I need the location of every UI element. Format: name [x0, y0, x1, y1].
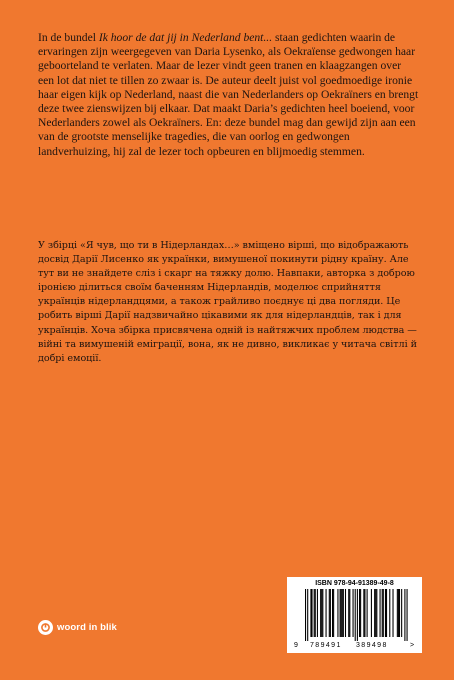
barcode-bar — [345, 589, 346, 637]
dutch-description — [38, 31, 420, 159]
barcode-bar — [310, 589, 311, 637]
barcode-bar — [364, 589, 365, 637]
barcode-bar — [332, 589, 333, 637]
publisher-logo-icon — [38, 620, 53, 635]
barcode-bar — [314, 589, 315, 637]
barcode-bar — [392, 589, 393, 637]
barcode-bar — [386, 589, 387, 637]
barcode-bar — [382, 589, 383, 637]
barcode-bar — [383, 589, 384, 637]
barcode-bar — [367, 589, 368, 637]
barcode-bar — [322, 589, 323, 637]
barcode-image — [293, 589, 417, 649]
barcode-bar — [371, 589, 372, 637]
barcode-bar — [341, 589, 342, 637]
barcode-bar — [380, 589, 381, 637]
barcode-bar — [360, 589, 361, 637]
barcode-bar — [348, 589, 349, 637]
dutch-body: staan gedichten waarin de ervaringen zijn weergegeven van Daria Lysenko, als Oekraïense gedwongen haar geboorteland te verlaten. Maar de lezer vindt geen tranen en klaagzangen over een lot dat niet te tillen zo zwaar is. De auteur deelt juist vol goedmoedige ironie haar eigen kijk op Nederland, naast die van Nederlanders op Oekraïners en brengt deze twee zienswijzen bij elkaar. Dat maakt Daria’s gedichten heel boeiend, voor Nederlanders zowel als Oekraïners. En: deze bundel mag dan gewijd zijn aan een van de grootste menselijke tragedies, die van oorlog en gedwongen landverhuizing, hij zal de lezer toch opbeuren en blijmoedig stemmen. — [38, 31, 419, 158]
ukrainian-description: У збірці «Я чув, що ти в Нідерландах…» вміщено вірші, що відображають досвід Дарії Лисенко як українки, вимушеної покинути рідну країну. Але тут ви не знайдете сліз і скарг на тяжку долю. Навпаки, авторка з доброю іронією ділиться своїм баченням Нідерландів, моделює сприйняття українців нідерландцями, а також грайливо поєднує ці два погляди. Це робить вірші Дарії надзвичайно цікавими як для нідерландців, так і для українців. Хоча збірка присвячена одній із найтяжчих проблем людства — війні та вимушеній еміграції, вона, як не дивно, викликає у читача світлі й добрі емоції. — [38, 240, 417, 364]
barcode-bar — [330, 589, 331, 637]
book-title: Ik hoor de dat jij in Nederland bent... — [98, 31, 273, 44]
barcode-bar — [342, 589, 343, 637]
barcode-group-left: 789491 — [310, 642, 342, 649]
publisher-logo — [38, 618, 117, 636]
barcode-bar — [363, 589, 364, 637]
dutch-intro: In de bundel — [38, 31, 99, 44]
barcode-bar — [399, 589, 400, 637]
barcode-box — [287, 577, 422, 653]
barcode-bar — [407, 589, 408, 641]
barcode-bar — [305, 589, 306, 641]
barcode-bar — [374, 589, 375, 637]
barcode-bar — [307, 589, 308, 641]
barcode-bar — [355, 589, 356, 641]
barcode-first-digit: 9 — [294, 642, 298, 649]
barcode-bar — [349, 589, 350, 637]
barcode-bar — [311, 589, 312, 637]
publisher-name: woord in blik — [57, 621, 117, 633]
barcode-bar — [385, 589, 386, 637]
barcode-bar — [404, 589, 405, 641]
barcode-bar — [397, 589, 398, 637]
barcode-bar — [315, 589, 316, 637]
barcode-bar — [359, 589, 360, 637]
barcode-bar — [376, 589, 377, 637]
barcode-bar — [375, 589, 376, 637]
barcode-group-right: 389498 — [356, 642, 388, 649]
barcode-bar — [357, 589, 358, 641]
barcode-bar — [401, 589, 402, 637]
barcode-bar — [329, 589, 330, 637]
barcode-bar — [343, 589, 344, 637]
barcode-bar — [320, 589, 321, 637]
barcode-bar — [337, 589, 338, 637]
barcode-bar — [340, 589, 341, 637]
barcode-bar — [398, 589, 399, 637]
barcode-bar — [321, 589, 322, 637]
barcode-bar — [317, 589, 318, 637]
barcode-bar — [333, 589, 334, 637]
isbn-label: ISBN 978-94-91389-49-8 — [315, 580, 394, 587]
barcode-bar — [326, 589, 327, 637]
barcode-bar — [353, 589, 354, 637]
barcode-bar — [389, 589, 390, 637]
barcode-trailing: > — [410, 642, 415, 649]
